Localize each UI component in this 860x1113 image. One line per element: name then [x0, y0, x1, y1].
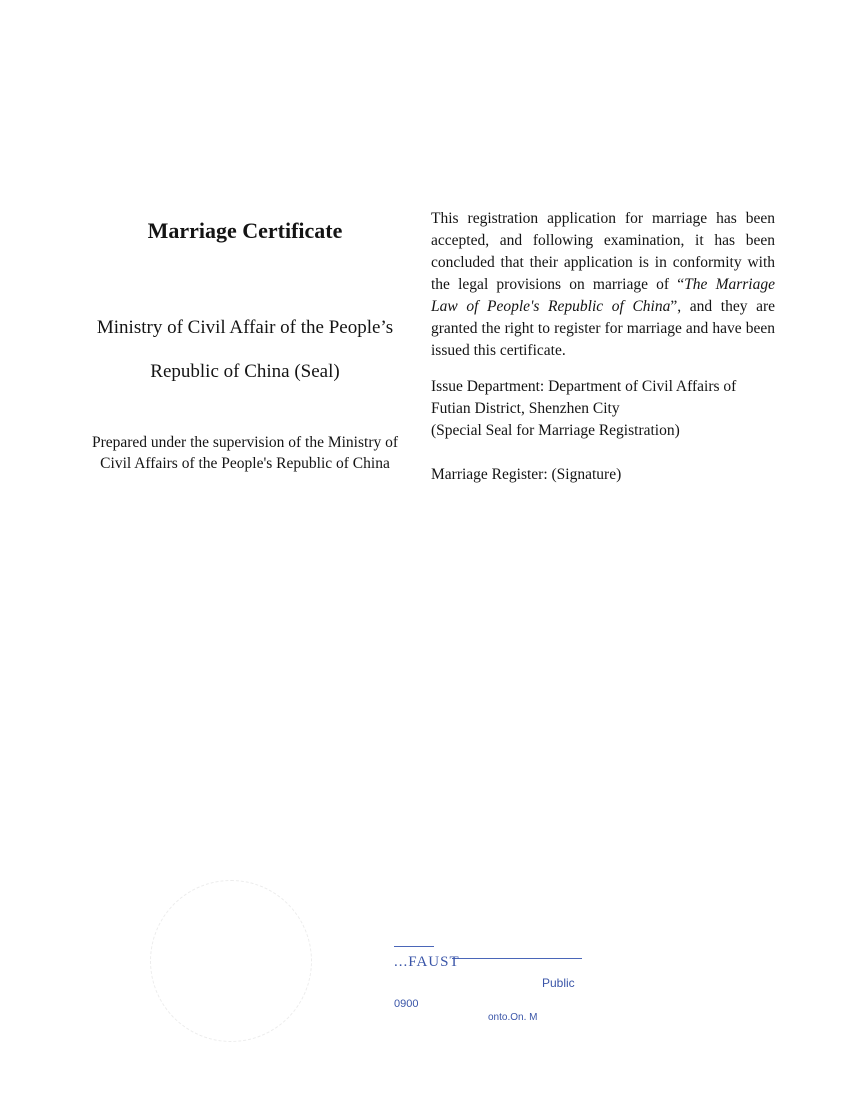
- issue-line-1: Issue Department: Department of Civil Affairs of: [431, 378, 737, 395]
- right-column: [431, 208, 775, 486]
- stamp-line: [452, 958, 582, 959]
- prepared-line-1: Prepared under the supervision of the Ministry of: [91, 434, 399, 451]
- certificate-title: Marriage Certificate: [147, 218, 343, 243]
- issue-line-3: (Special Seal for Marriage Registration): [431, 422, 680, 439]
- faint-seal-mark: [150, 880, 312, 1042]
- registration-statement: [431, 208, 775, 362]
- statement-text-start: This registration application for marriage has been accepted, and following examination, it has been concluded that their application is in conformity with the legal provisions on marriage of “: [431, 210, 775, 293]
- stamp-line: [394, 946, 434, 947]
- marriage-law-title: The Marriage Law of People's Republic of China: [431, 276, 775, 315]
- notary-stamp: [392, 938, 612, 1028]
- ministry-line-1: Ministry of Civil Affair of the People’s: [96, 317, 394, 338]
- marriage-register: Marriage Register: (Signature): [431, 466, 622, 483]
- stamp-role: Public: [542, 976, 575, 990]
- prepared-note: [70, 432, 420, 474]
- ministry-seal-text: [70, 306, 420, 394]
- issue-department: [431, 376, 775, 442]
- issue-line-2: Futian District, Shenzhen City: [431, 400, 620, 417]
- prepared-line-2: Civil Affairs of the People's Republic of China: [100, 455, 390, 472]
- ministry-line-2: Republic of China (Seal): [150, 361, 340, 382]
- stamp-number: 0900: [394, 998, 419, 1010]
- statement-text-end: ”, and they are granted the right to register for marriage and have been issued this certificate.: [431, 298, 775, 359]
- stamp-address: onto.On. M: [488, 1012, 538, 1023]
- stamp-name: ...FAUST: [394, 954, 460, 970]
